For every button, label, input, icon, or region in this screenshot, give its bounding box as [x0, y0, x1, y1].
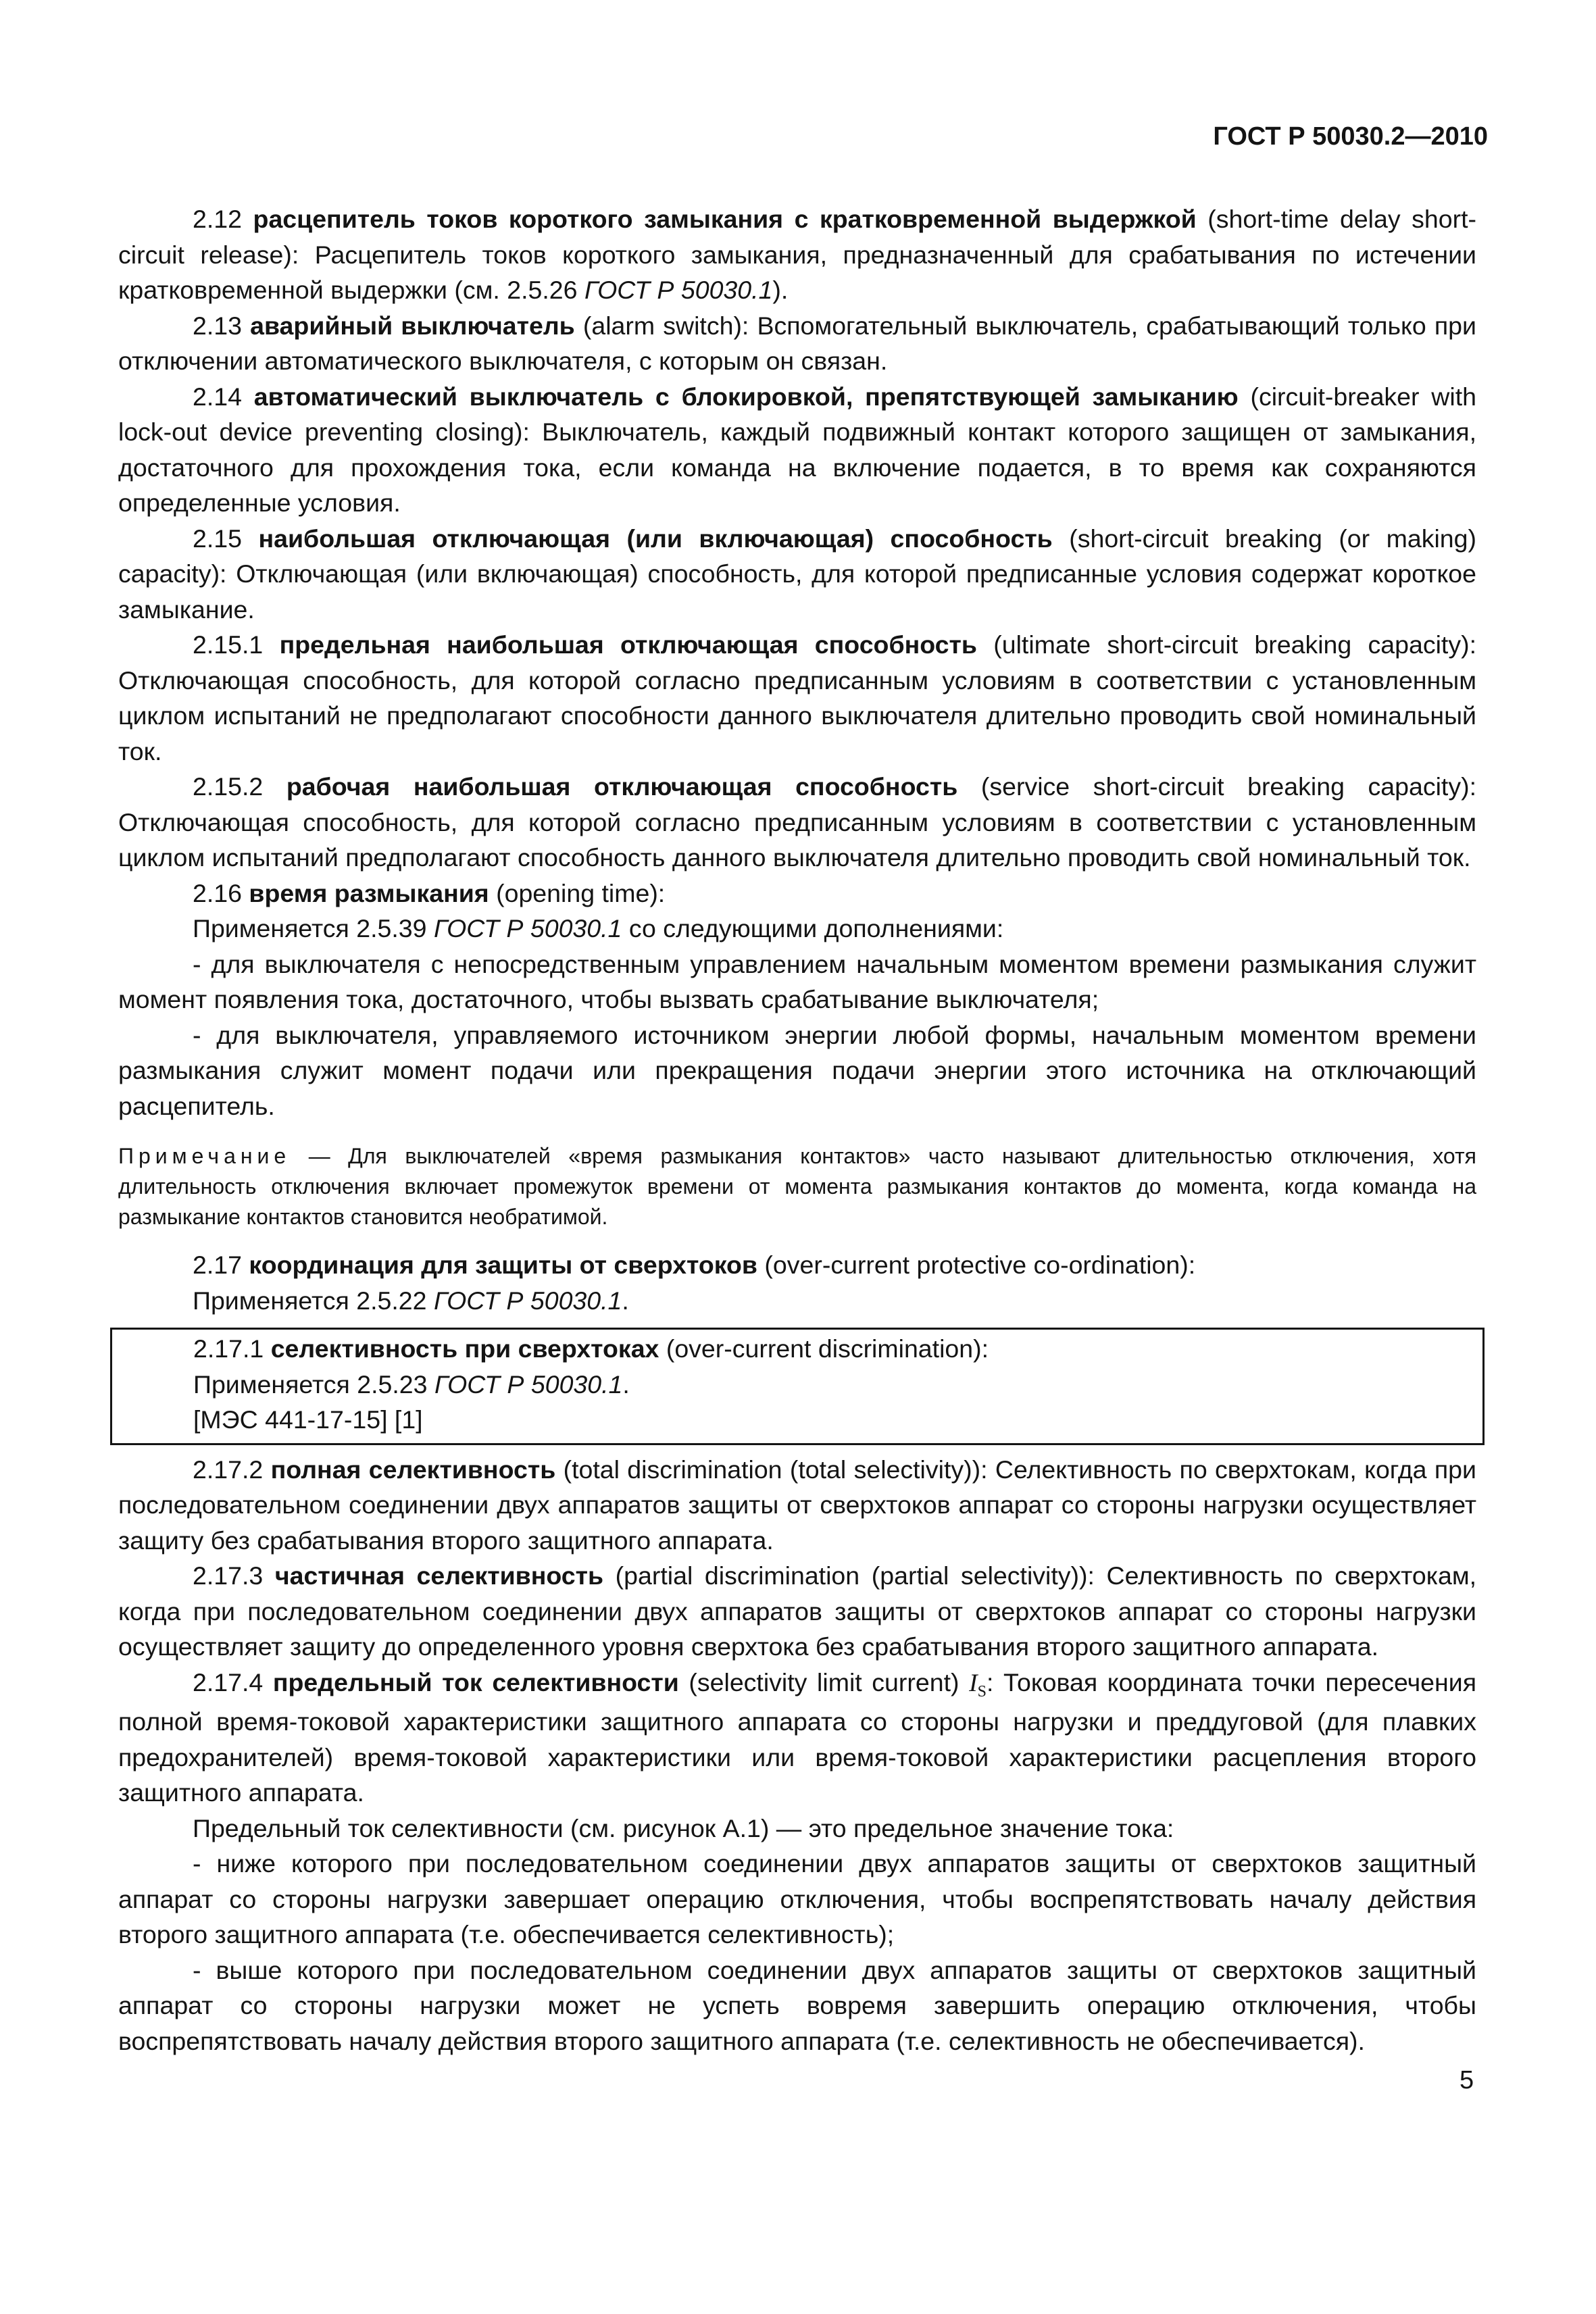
clause-2-16: [118, 876, 1476, 911]
clause-2-17-1: [119, 1331, 1476, 1367]
applies-text: Применяется 2.5.23: [193, 1369, 434, 1399]
clause-term: предельный ток селективности: [272, 1667, 679, 1696]
clause-definition: (over-current discrimination):: [659, 1334, 989, 1363]
clause-number: 2.17.3: [193, 1561, 264, 1590]
clause-number: 2.15: [193, 524, 242, 553]
clause-2-17-2: [118, 1452, 1476, 1559]
clause-term: частичная селективность: [274, 1561, 604, 1590]
clause-2-14: [118, 379, 1476, 521]
clause-definition: (alarm switch): Вспомогательный выключатель, срабатывающий только при отключении автоматического выключателя, с которым он связан.: [118, 311, 1476, 375]
clause-reference: ГОСТ Р 50030.1: [433, 1286, 622, 1315]
clause-number: 2.15.2: [193, 772, 264, 801]
clause-definition: (total discrimination (total selectivity)): Селективность по сверхтокам, когда при последовательном соединении двух аппаратов защиты от сверхтоков аппарат со стороны нагрузки осуществляет защиту без срабатывания второго защитного аппарата.: [118, 1455, 1476, 1555]
boxed-clause-2-17-1: [110, 1328, 1485, 1445]
mec-reference: [МЭС 441-17-15] [1]: [193, 1405, 423, 1434]
clause-definition: (ultimate short-circuit breaking capacity): Отключающая способность, для которой согласно предписанным условиям в соответствии с установленным циклом испытаний не предполагают способности данного выключателя длительно проводить свой номинальный ток.: [118, 630, 1476, 765]
clause-term: аварийный выключатель: [250, 311, 575, 340]
symbol: [969, 1669, 987, 1701]
clause-definition: (selectivity limit current): [678, 1667, 970, 1696]
symbol-letter: I: [969, 1669, 978, 1697]
document-body: [118, 201, 1476, 2059]
list-item: - для выключателя, управляемого источником энергии любой формы, начальным моментом времени размыкания служит момент подачи или прекращения подачи энергии этого источника на отключающий расцепитель.: [118, 1020, 1476, 1120]
clause-end: ).: [772, 276, 789, 304]
clause-applies: [118, 911, 1476, 947]
page-number: 5: [1460, 2066, 1474, 2094]
clause-definition: : Токовая координата точки пересечения полной время-токовой характеристики защитного аппарата со стороны нагрузки и преддуговой (для плавких предохранителей) время-токовой характеристики или время-токовой характеристики расцепления второго защитного аппарата.: [118, 1667, 1476, 1807]
clause-number: 2.14: [193, 382, 242, 411]
clause-number: 2.15.1: [193, 630, 264, 659]
applies-text: Применяется 2.5.22: [193, 1286, 434, 1315]
clause-term: предельная наибольшая отключающая способность: [279, 630, 977, 659]
clause-definition: (short-circuit breaking (or making) capacity): Отключающая (или включающая) способность, для которой предписанные условия содержат короткое замыкание.: [118, 524, 1477, 624]
clause-number: 2.17: [193, 1251, 242, 1279]
clause-term: время размыкания: [249, 878, 489, 907]
clause-applies: [118, 1283, 1476, 1319]
symbol-subscript: S: [977, 1682, 987, 1701]
list-item: - для выключателя с непосредственным управлением начальным моментом времени размыкания служит момент появления тока, достаточного, чтобы вызвать срабатывание выключателя;: [118, 949, 1476, 1013]
clause-definition: (partial discrimination (partial selectivity)): Селективность по сверхтокам, когда при последовательном соединении двух аппаратов защиты от сверхтоков аппарат со стороны нагрузки осуществляет защиту до определенного уровня сверхтока без срабатывания второго защитного аппарата.: [118, 1561, 1477, 1661]
clause-2-13: [118, 308, 1476, 379]
clause-number: 2.17.4: [193, 1667, 264, 1696]
clause-number: 2.13: [193, 311, 242, 340]
clause-definition: (over-current protective co-ordination):: [757, 1251, 1196, 1279]
clause-term: полная селективность: [270, 1455, 556, 1484]
clause-definition: (short-time delay short-circuit release): Расцепитель токов короткого замыкания, предназначенный для срабатывания по истечении кратковременной выдержки (см. 2.5.26: [118, 205, 1476, 304]
applies-text: Применяется 2.5.39: [193, 914, 434, 942]
clause-applies: [119, 1367, 1476, 1403]
clause-2-17-4: [118, 1665, 1476, 1811]
clause-term: селективность при сверхтоках: [270, 1334, 659, 1363]
clause-definition: (service short-circuit breaking capacity): Отключающая способность, для которой согласно предписанным условиям в соответствии с установленным циклом испытаний предполагают способность данного выключателя длительно проводить свой номинальный ток.: [118, 772, 1477, 872]
clause-term: расцепитель токов короткого замыкания с кратковременной выдержкой: [253, 205, 1197, 233]
list-item: - ниже которого при последовательном соединении двух аппаратов защиты от сверхтоков защитный аппарат со стороны нагрузки завершает операцию отключения, чтобы воспрепятствовать началу действия второго защитного аппарата (т.е. обеспечивается селективность);: [118, 1849, 1476, 1948]
applies-text: .: [622, 1286, 629, 1315]
clause-reference: ГОСТ Р 50030.1: [433, 914, 622, 942]
clause-term: автоматический выключатель с блокировкой, препятствующей замыканию: [253, 382, 1239, 411]
clause-number: 2.17.2: [193, 1455, 264, 1484]
clause-number: 2.16: [193, 878, 242, 907]
applies-text: .: [622, 1369, 630, 1399]
clause-2-17-3: [118, 1558, 1476, 1665]
clause-term: координация для защиты от сверхтоков: [249, 1251, 757, 1279]
note: [118, 1141, 1476, 1232]
standard-header: ГОСТ Р 50030.2—2010: [1213, 122, 1488, 151]
applies-text: со следующими дополнениями:: [622, 914, 1004, 942]
note-text: — Для выключателей «время размыкания контактов» часто называют длительностью отключения, хотя длительность отключения включает промежуток времени от момента размыкания контактов до момента, когда команда на размыкание контактов становится необратимой.: [118, 1144, 1476, 1229]
list-item: - выше которого при последовательном соединении двух аппаратов защиты от сверхтоков защитный аппарат со стороны нагрузки может не успеть вовремя завершить операцию отключения, чтобы воспрепятствовать началу действия второго защитного аппарата (т.е. селективность не обеспечивается).: [118, 1955, 1476, 2055]
clause-2-15: [118, 521, 1476, 628]
paragraph: Предельный ток селективности (см. рисунок А.1) — это предельное значение тока:: [193, 1813, 1174, 1842]
clause-2-17: [118, 1247, 1476, 1283]
clause-definition: (circuit-breaker with lock-out device preventing closing): Выключатель, каждый подвижный контакт которого защищен от замыкания, достаточного для прохождения тока, если команда на включение подается, в то время как сохраняются определенные условия.: [118, 382, 1476, 517]
clause-2-15-1: [118, 627, 1476, 769]
clause-reference: ГОСТ Р 50030.1: [584, 276, 773, 304]
clause-number: 2.17.1: [193, 1334, 264, 1363]
clause-2-12: [118, 201, 1476, 308]
clause-definition: (opening time):: [489, 878, 666, 907]
clause-number: 2.12: [193, 205, 242, 233]
clause-reference: ГОСТ Р 50030.1: [434, 1369, 623, 1399]
note-label: Примечание: [118, 1144, 291, 1168]
clause-term: рабочая наибольшая отключающая способность: [286, 772, 958, 801]
clause-2-15-2: [118, 769, 1476, 876]
clause-term: наибольшая отключающая (или включающая) способность: [258, 524, 1053, 553]
